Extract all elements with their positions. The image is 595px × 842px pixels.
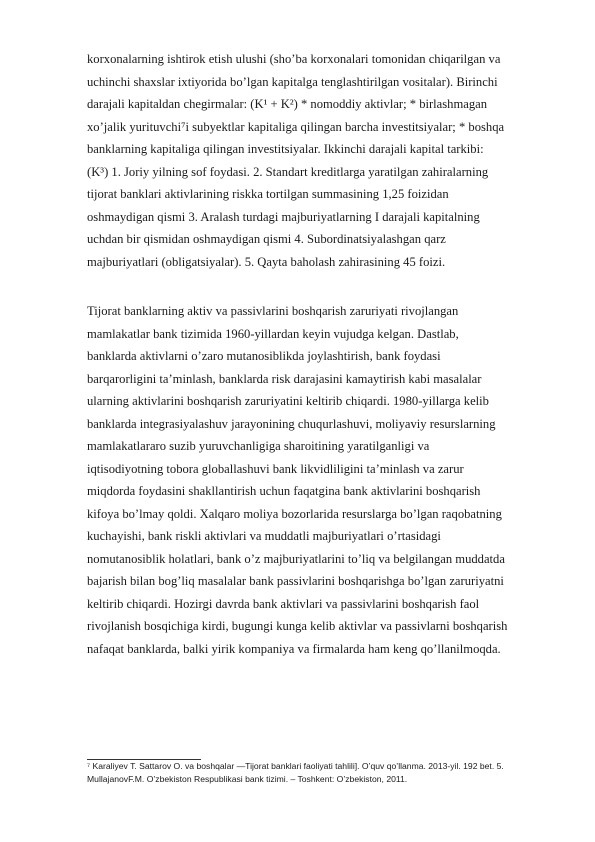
- text-line: uchinchi shaxslar ixtiyorida bo’lgan kapitalga tenglashtirilgan vositalar). Birinchi: [87, 74, 498, 89]
- text-line: korxonalarning ishtirok etish ulushi (sho’ba korxonalari tomonidan chiqarilgan va: [87, 52, 501, 66]
- text-line: kuchayishi, bank riskli aktivlari va muddatli majburiyatlari o’rtasidagi: [87, 529, 441, 543]
- footnote-line: ⁷ Karaliyev T. Sattarov O. va boshqalar —Tijorat banklari faoliyati tahlili]. O’quv qo’llanma. 2013-yil. 192 bet. 5.: [87, 761, 504, 771]
- text-line: nafaqat banklarda, balki yirik kompaniya va firmalarda ham keng qo’llanilmoqda.: [87, 641, 501, 656]
- text-line: xo’jalik yurituvchi⁷i subyektlar kapitaliga qilingan barcha investitsiyalar; * boshqa: [87, 119, 505, 134]
- text-line: kifoya bo’lmay qoldi. Xalqaro moliya bozorlarida resurslarga bo’lgan raqobatning: [87, 506, 502, 521]
- text-line: majburiyatlari (obligatsiyalar). 5. Qayta baholash zahirasining 45 foizi.: [87, 254, 446, 269]
- text-line: (K³) 1. Joriy yilning sof foydasi. 2. Standart kreditlarga yaratilgan zahiralarning: [87, 164, 489, 179]
- body-paragraph-1: [87, 48, 557, 273]
- text-line: tijorat banklari aktivlarining riskka tortilgan summasining 1,25 foizidan: [87, 187, 449, 201]
- text-line: mamlakatlararo suzib yuruvchanligiga sharoitining yaratilganligi va: [87, 439, 430, 453]
- text-line: bajarish bilan bog’liq masalalar bank passivlarini boshqarishga bo’lgan zaruriyatni: [87, 574, 504, 588]
- footnote-line: MullajanovF.M. O’zbekiston Respublikasi bank tizimi. – Toshkent: O’zbekiston, 2011.: [87, 774, 408, 784]
- text-line: keltirib chiqardi. Hozirgi davrda bank aktivlari va passivlarini boshqarish faol: [87, 596, 480, 611]
- text-line: banklarda integrasiyalashuv jarayonining chuqurlashuvi, moliyaviy resurslarning: [87, 416, 496, 431]
- text-line: rivojlanish bosqichiga kirdi, bugungi kunga kelib aktivlar va passivlarni boshqarish: [87, 619, 508, 633]
- text-line: ularning aktivlarini boshqarish zaruriyatini keltirib chiqardi. 1980-yillarga kelib: [87, 394, 489, 408]
- text-line: nomutanosiblik holatlari, bank o’z majburiyatlarini to’liq va belgilangan muddatda: [87, 551, 505, 566]
- text-line: banklarda aktivlarni o’zaro mutanosiblikda joylashtirish, bank foydasi: [87, 349, 441, 363]
- text-line: banklarning kapitaliga qilingan investitsiyalar. Ikkinchi darajali kapital tarkibi:: [87, 142, 484, 156]
- text-line: miqdorda foydasini shakllantirish uchun faqatgina bank aktivlarini boshqarish: [87, 484, 481, 498]
- text-line: Tijorat banklarning aktiv va passivlarini boshqarish zaruriyati rivojlangan: [87, 304, 459, 318]
- footnotes: [87, 760, 557, 786]
- text-line: oshmaydigan qismi 3. Aralash turdagi majburiyatlarning I darajali kapitalning: [87, 209, 480, 224]
- text-line: darajali kapitaldan chegirmalar: (K¹ + K²) * nomoddiy aktivlar; * birlashmagan: [87, 97, 488, 111]
- text-line: mamlakatlar bank tizimida 1960-yillardan keyin vujudga kelgan. Dastlab,: [87, 326, 459, 341]
- text-line: barqarorligini ta’minlash, banklarda risk darajasini kamaytirish kabi masalalar: [87, 371, 482, 386]
- text-line: iqtisodiyotning tobora globallashuvi bank likvidliligini ta’minlash va zarur: [87, 461, 464, 476]
- body-paragraph-2: [87, 300, 557, 660]
- text-line: uchdan bir qismidan oshmaydigan qismi 4. Subordinatsiyalashgan qarz: [87, 232, 446, 246]
